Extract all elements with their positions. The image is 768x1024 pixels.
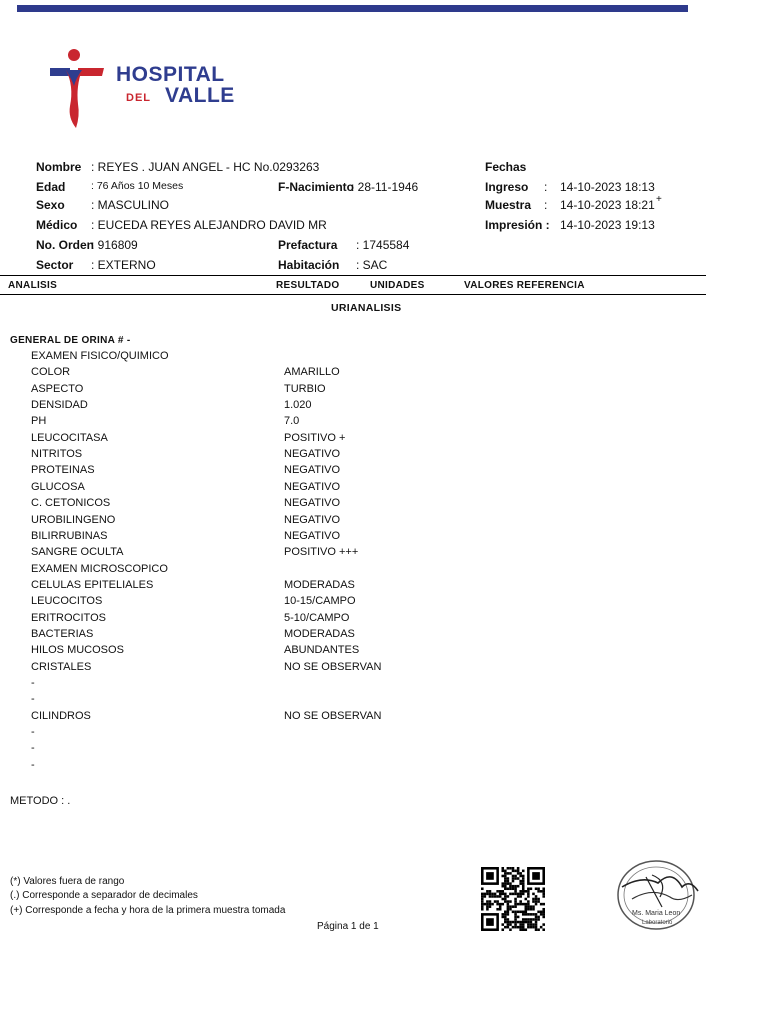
col-analisis: ANALISIS: [8, 280, 58, 291]
edad-value: : 76 Años 10 Meses: [91, 180, 184, 192]
row-analysis-result: NEGATIVO: [284, 530, 341, 542]
ingreso-label: Ingreso: [485, 180, 529, 194]
muestra-plus-mark: +: [656, 194, 662, 205]
row-analysis-result: NEGATIVO: [284, 448, 341, 460]
nombre-value: : REYES . JUAN ANGEL - HC No.0293263: [91, 160, 320, 174]
row-analysis-result: POSITIVO +++: [284, 546, 359, 558]
row-analysis-result: ABUNDANTES: [284, 644, 360, 656]
ingreso-value: 14-10-2023 18:13: [560, 180, 655, 194]
row-analysis-name: BACTERIAS: [31, 628, 94, 640]
row-analysis-name: EXAMEN MICROSCOPICO: [31, 563, 168, 575]
row-analysis-result: TURBIO: [284, 383, 326, 395]
footnote-out-of-range: (*) Valores fuera de rango: [10, 876, 125, 887]
logo-hospital-text: HOSPITAL: [116, 63, 225, 86]
sector-label: Sector: [36, 258, 74, 272]
row-analysis-name: ERITROCITOS: [31, 612, 106, 624]
orden-label: No. Orden: [36, 238, 95, 252]
row-analysis-name: -: [31, 742, 35, 754]
row-analysis-name: UROBILINGENO: [31, 514, 116, 526]
col-unidades: UNIDADES: [370, 280, 425, 291]
metodo-text: METODO : .: [10, 795, 71, 807]
row-analysis-name: CRISTALES: [31, 661, 92, 673]
signature-stamp-icon: [612, 857, 702, 933]
row-analysis-result: 1.020: [284, 399, 312, 411]
row-analysis-name: SANGRE OCULTA: [31, 546, 124, 558]
row-analysis-result: 10-15/CAMPO: [284, 595, 356, 607]
row-analysis-name: HILOS MUCOSOS: [31, 644, 124, 656]
row-analysis-name: BILIRRUBINAS: [31, 530, 108, 542]
row-analysis-name: COLOR: [31, 366, 71, 378]
page-number: Página 1 de 1: [317, 921, 379, 932]
row-analysis-result: NO SE OBSERVAN: [284, 710, 382, 722]
sector-value: : EXTERNO: [91, 258, 156, 272]
medico-label: Médico: [36, 218, 78, 232]
hospital-logo-icon: [46, 46, 110, 132]
prefactura-label: Prefactura: [278, 238, 338, 252]
stamp-name-text: Ms. Maria Leon: [632, 910, 681, 917]
fnacimiento-value: : 28-11-1946: [351, 180, 419, 194]
section-title: URIANALISIS: [331, 302, 402, 314]
row-analysis-name: GLUCOSA: [31, 481, 85, 493]
muestra-value: 14-10-2023 18:21: [560, 198, 655, 212]
footnote-decimal-separator: (.) Corresponde a separador de decimales: [10, 890, 198, 901]
header-top-rule: [0, 275, 706, 276]
row-analysis-name: LEUCOCITASA: [31, 432, 108, 444]
row-analysis-name: NITRITOS: [31, 448, 83, 460]
top-bar: [17, 5, 688, 12]
fnacimiento-label: F-Nacimiento: [278, 180, 355, 194]
col-valores-referencia: VALORES REFERENCIA: [464, 280, 585, 291]
header-bottom-rule: [0, 294, 706, 295]
row-analysis-result: AMARILLO: [284, 366, 340, 378]
row-analysis-result: POSITIVO +: [284, 432, 346, 444]
sexo-label: Sexo: [36, 198, 65, 212]
row-analysis-name: C. CETONICOS: [31, 497, 111, 509]
orden-value: : 916809: [91, 238, 138, 252]
habitacion-label: Habitación: [278, 258, 340, 272]
sexo-value: : MASCULINO: [91, 198, 170, 212]
row-analysis-result: 5-10/CAMPO: [284, 612, 350, 624]
row-analysis-name: CELULAS EPITELIALES: [31, 579, 154, 591]
ingreso-colon: :: [544, 180, 548, 194]
impresion-value: 14-10-2023 19:13: [560, 218, 655, 232]
fechas-label: Fechas: [485, 160, 527, 174]
stamp-lab-text: Laboratorio: [642, 920, 673, 926]
qr-code-icon: [481, 867, 547, 931]
muestra-label: Muestra: [485, 198, 532, 212]
col-resultado: RESULTADO: [276, 280, 340, 291]
logo-del-text: DEL: [126, 92, 151, 104]
row-analysis-name: -: [31, 759, 35, 771]
logo-valle-text: VALLE: [165, 84, 235, 107]
row-analysis-result: NEGATIVO: [284, 497, 341, 509]
impresion-label: Impresión :: [485, 218, 550, 232]
row-analysis-name: PROTEINAS: [31, 464, 95, 476]
row-analysis-name: -: [31, 677, 35, 689]
row-analysis-result: MODERADAS: [284, 579, 355, 591]
row-analysis-name: LEUCOCITOS: [31, 595, 103, 607]
group-title: GENERAL DE ORINA # -: [10, 335, 131, 346]
row-analysis-name: CILINDROS: [31, 710, 91, 722]
row-analysis-result: 7.0: [284, 415, 300, 427]
row-analysis-name: -: [31, 726, 35, 738]
row-analysis-name: -: [31, 693, 35, 705]
row-analysis-name: PH: [31, 415, 47, 427]
row-analysis-name: DENSIDAD: [31, 399, 88, 411]
footnote-first-sample: (+) Corresponde a fecha y hora de la primera muestra tomada: [10, 905, 286, 916]
row-analysis-result: NEGATIVO: [284, 464, 341, 476]
habitacion-value: : SAC: [356, 258, 388, 272]
row-analysis-result: NEGATIVO: [284, 514, 341, 526]
row-analysis-result: NEGATIVO: [284, 481, 341, 493]
edad-label: Edad: [36, 180, 66, 194]
prefactura-value: : 1745584: [356, 238, 410, 252]
medico-value: : EUCEDA REYES ALEJANDRO DAVID MR: [91, 218, 327, 232]
row-analysis-result: MODERADAS: [284, 628, 355, 640]
nombre-label: Nombre: [36, 160, 82, 174]
row-analysis-result: NO SE OBSERVAN: [284, 661, 382, 673]
row-analysis-name: EXAMEN FISICO/QUIMICO: [31, 350, 169, 362]
row-analysis-name: ASPECTO: [31, 383, 84, 395]
muestra-colon: :: [544, 198, 548, 212]
